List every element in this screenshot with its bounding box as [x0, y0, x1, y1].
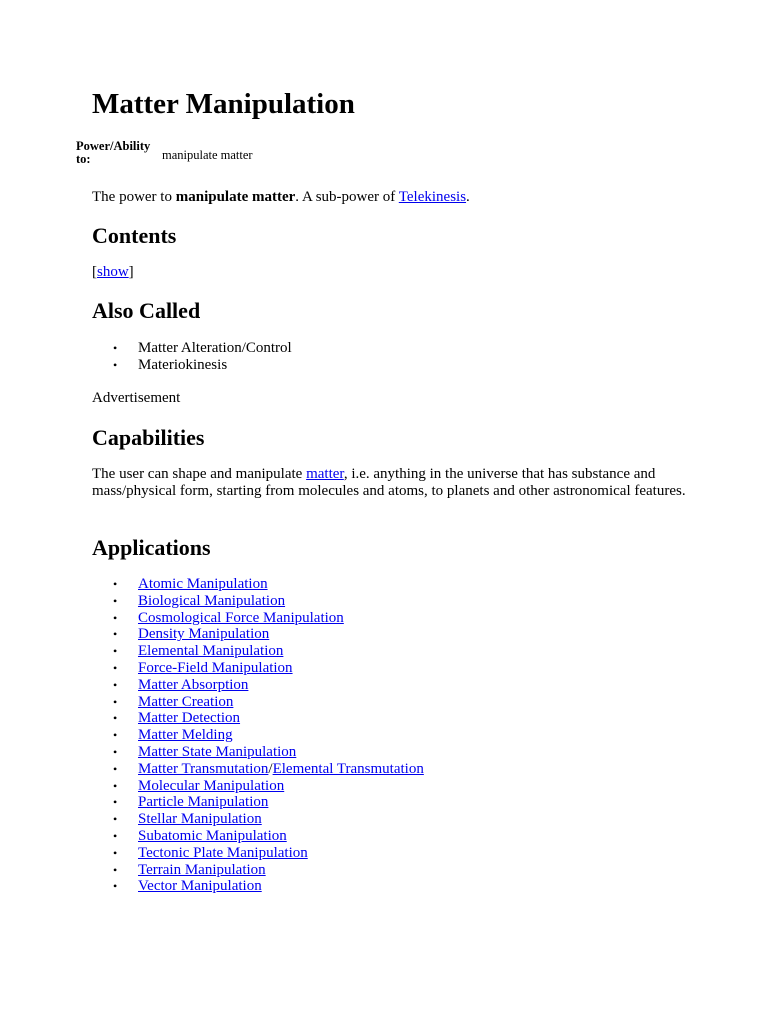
application-link[interactable]: Matter Absorption [138, 676, 249, 693]
application-link[interactable]: Elemental Manipulation [138, 643, 284, 660]
application-link[interactable]: Particle Manipulation [138, 794, 269, 811]
matter-link[interactable]: matter [306, 466, 344, 482]
contents-show-link[interactable]: show [97, 264, 129, 280]
application-link[interactable]: Subatomic Manipulation [138, 827, 287, 844]
list-item [92, 626, 424, 643]
contents-heading: Contents [92, 223, 177, 248]
list-item [92, 694, 424, 711]
also-called-item: • Matter Alteration/Control [92, 340, 292, 357]
application-link[interactable]: Density Manipulation [138, 626, 270, 643]
application-link[interactable]: Atomic Manipulation [138, 576, 268, 592]
contents-toggle-line [92, 264, 692, 281]
application-link[interactable]: Matter Melding [138, 727, 233, 744]
contents-close-bracket: ] [128, 264, 134, 280]
also-called-item: • Materiokinesis [92, 357, 292, 374]
capabilities-heading: Capabilities [92, 425, 205, 450]
infobox [76, 140, 253, 166]
application-link[interactable]: Stellar Manipulation [138, 811, 262, 828]
application-link[interactable]: Terrain Manipulation [138, 861, 266, 878]
application-link[interactable]: Force-Field Manipulation [138, 659, 293, 676]
contents-open-bracket: [ [92, 264, 97, 280]
elemental-transmutation-link[interactable]: Elemental Transmutation [272, 760, 424, 777]
list-item [92, 660, 424, 677]
capabilities-suffix: , i.e. anything in the universe that has substance and mass/physical form, starting from molecules and atoms, to planets and other astronomical features. [92, 466, 686, 499]
application-link[interactable]: Matter Transmutation [138, 760, 269, 777]
list-item [92, 610, 424, 627]
intro-prefix: The power to [92, 189, 176, 205]
list-item [92, 828, 424, 845]
list-item [92, 878, 424, 895]
list-item [92, 778, 424, 795]
capabilities-paragraph [92, 466, 692, 500]
application-link[interactable]: Biological Manipulation [138, 592, 286, 609]
application-link[interactable]: Matter Detection [138, 710, 241, 727]
list-item [92, 593, 424, 610]
list-item [92, 845, 424, 862]
application-link[interactable]: Matter Creation [138, 693, 234, 710]
intro-bold: manipulate matter [175, 189, 296, 205]
list-item [92, 677, 424, 694]
application-link[interactable]: Matter State Manipulation [138, 743, 297, 760]
intro-paragraph [92, 189, 692, 206]
infobox-value: manipulate matter [162, 148, 253, 162]
list-item [92, 710, 424, 727]
applications-list [92, 576, 424, 895]
list-item [92, 862, 424, 879]
transmutation-separator: / [268, 760, 273, 777]
advertisement-label: Advertisement [92, 390, 181, 406]
capabilities-prefix: The user can shape and manipulate [92, 466, 307, 482]
list-item [92, 643, 424, 660]
page-title: Matter Manipulation [92, 88, 355, 120]
intro-middle: . A sub-power of [295, 189, 399, 205]
application-link[interactable]: Tectonic Plate Manipulation [138, 844, 308, 861]
list-item [92, 727, 424, 744]
application-link[interactable]: Vector Manipulation [138, 878, 262, 895]
application-link[interactable]: Cosmological Force Manipulation [138, 609, 344, 626]
list-item [92, 761, 424, 778]
intro-suffix: . [466, 189, 470, 205]
applications-heading: Applications [92, 535, 211, 560]
list-item [92, 576, 424, 593]
list-item [92, 744, 424, 761]
list-item [92, 811, 424, 828]
list-item [92, 794, 424, 811]
application-link[interactable]: Molecular Manipulation [138, 777, 285, 794]
infobox-label: Power/Ability to: [76, 139, 151, 166]
also-called-list [92, 340, 292, 374]
telekinesis-link[interactable]: Telekinesis [398, 189, 467, 205]
also-called-heading: Also Called [92, 298, 201, 323]
